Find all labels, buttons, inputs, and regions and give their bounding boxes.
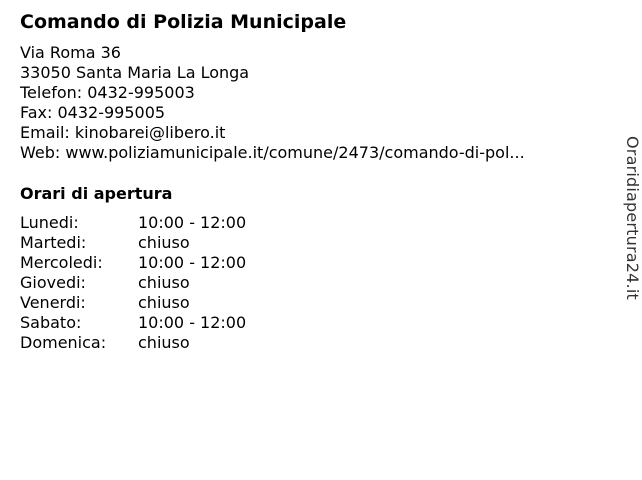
hours-day: Domenica:	[20, 333, 107, 352]
hours-value: 10:00 - 12:00	[138, 253, 247, 272]
hours-value: chiuso	[138, 233, 190, 252]
email-address: Email: kinobarei@libero.it	[20, 123, 226, 142]
contact-info	[20, 43, 525, 163]
phone-number: Telefon: 0432-995003	[20, 83, 195, 102]
hours-day: Sabato:	[20, 313, 82, 332]
hours-day: Giovedi:	[20, 273, 86, 292]
site-watermark: Oraridiapertura24.it	[623, 136, 642, 300]
hours-heading: Orari di apertura	[20, 184, 173, 203]
hours-value: chiuso	[138, 293, 190, 312]
hours-day: Martedi:	[20, 233, 87, 252]
page-title: Comando di Polizia Municipale	[20, 11, 347, 33]
hours-day: Lunedi:	[20, 213, 79, 232]
street-address: Via Roma 36	[20, 43, 121, 62]
hours-value: 10:00 - 12:00	[138, 213, 247, 232]
hours-value: chiuso	[138, 333, 190, 352]
website-url: Web: www.poliziamunicipale.it/comune/2473/comando-di-pol...	[20, 143, 525, 162]
hours-day: Mercoledi:	[20, 253, 103, 272]
fax-number: Fax: 0432-995005	[20, 103, 166, 122]
hours-value: 10:00 - 12:00	[138, 313, 247, 332]
hours-value: chiuso	[138, 273, 190, 292]
city-address: 33050 Santa Maria La Longa	[20, 63, 250, 82]
hours-day: Venerdi:	[20, 293, 86, 312]
